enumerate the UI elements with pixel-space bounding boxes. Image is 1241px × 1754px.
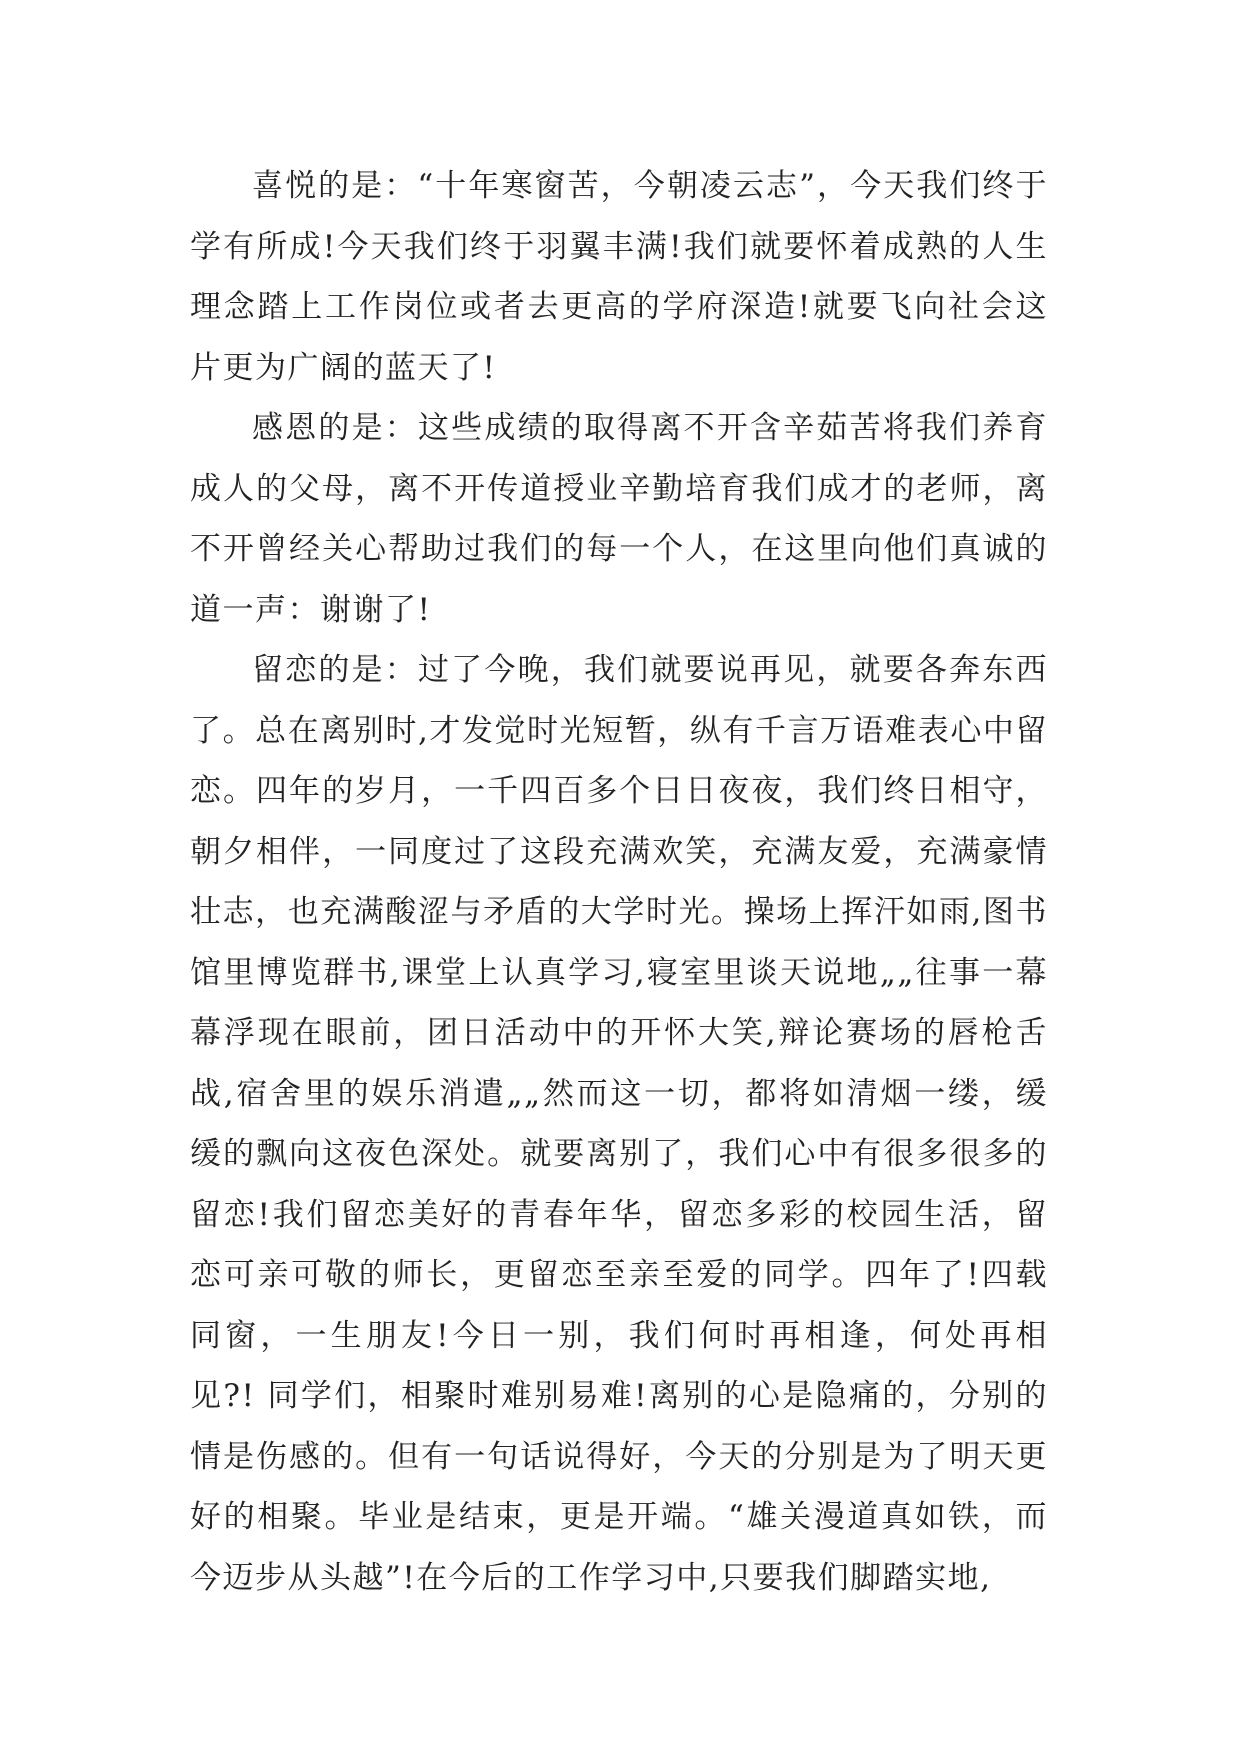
paragraph-joy: 喜悦的是：“十年寒窗苦，今朝凌云志”，今天我们终于学有所成!今天我们终于羽翼丰满!我们就要怀着成熟的人生理念踏上工作岗位或者去更高的学府深造!就要飞向社会这片更为广阔的蓝天了! xyxy=(190,168,1048,386)
document-body xyxy=(190,156,1048,1608)
paragraph-nostalgia: 留恋的是：过了今晚，我们就要说再见，就要各奔东西了。总在离别时,才发觉时光短暂，纵有千言万语难表心中留恋。四年的岁月，一千四百多个日日夜夜，我们终日相守，朝夕相伴，一同度过了这段充满欢笑，充满友爱，充满豪情壮志，也充满酸涩与矛盾的大学时光。操场上挥汗如雨,图书馆里博览群书,课堂上认真学习,寝室里谈天说地„„往事一幕幕浮现在眼前，团日活动中的开怀大笑,辩论赛场的唇枪舌战,宿舍里的娱乐消遣„„然而这一切，都将如清烟一缕，缓缓的飘向这夜色深处。就要离别了，我们心中有很多很多的留恋!我们留恋美好的青春年华，留恋多彩的校园生活，留恋可亲可敬的师长，更留恋至亲至爱的同学。四年了!四载同窗，一生朋友!今日一别，我们何时再相逢，何处再相见?! 同学们，相聚时难别易难!离别的心是隐痛的，分别的情是伤感的。但有一句话说得好，今天的分别是为了明天更好的相聚。毕业是结束，更是开端。“雄关漫道真如铁，而今迈步从头越”!在今后的工作学习中,只要我们脚踏实地, xyxy=(190,652,1048,1596)
paragraph-gratitude: 感恩的是：这些成绩的取得离不开含辛茹苦将我们养育成人的父母，离不开传道授业辛勤培育我们成才的老师，离不开曾经关心帮助过我们的每一个人，在这里向他们真诚的道一声：谢谢了! xyxy=(190,410,1048,628)
